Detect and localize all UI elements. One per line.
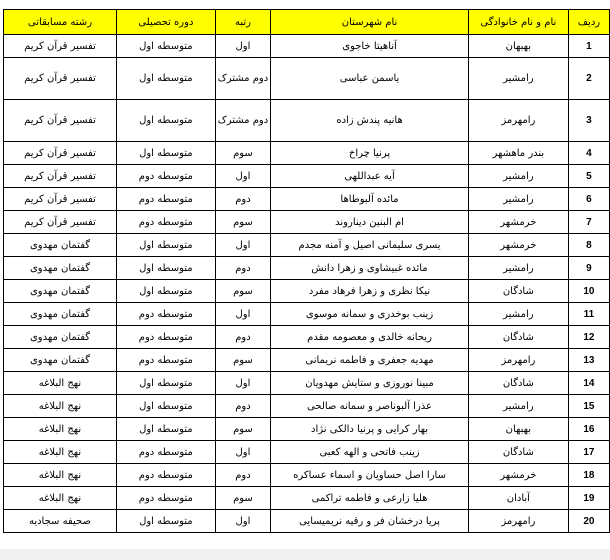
cell-city: مهدیه جعفری و فاطمه نریمانی — [271, 349, 469, 372]
cell-field: تفسیر قرآن کریم — [4, 58, 117, 100]
cell-field: نهج البلاغه — [4, 372, 117, 395]
cell-full-name: شادگان — [468, 326, 568, 349]
cell-row-number: 1 — [568, 35, 609, 58]
cell-rank: دوم — [215, 395, 270, 418]
cell-level: متوسطه اول — [116, 395, 215, 418]
cell-row-number: 15 — [568, 395, 609, 418]
table-row — [4, 257, 610, 280]
cell-level: متوسطه اول — [116, 100, 215, 142]
header-city: نام شهرستان — [271, 10, 469, 35]
table-row — [4, 188, 610, 211]
cell-city: پرنیا چراخ — [271, 142, 469, 165]
cell-level: متوسطه اول — [116, 372, 215, 395]
cell-row-number: 17 — [568, 441, 609, 464]
cell-city: زینب فاتحی و الهه کعبی — [271, 441, 469, 464]
cell-field: تفسیر قرآن کریم — [4, 142, 117, 165]
cell-field: گفتمان مهدوی — [4, 234, 117, 257]
cell-field: تفسیر قرآن کریم — [4, 35, 117, 58]
cell-field: گفتمان مهدوی — [4, 280, 117, 303]
cell-full-name: بندر ماهشهر — [468, 142, 568, 165]
table-row — [4, 349, 610, 372]
cell-row-number: 13 — [568, 349, 609, 372]
cell-rank: اول — [215, 372, 270, 395]
cell-city: آیه عبداللهی — [271, 165, 469, 188]
cell-level: متوسطه اول — [116, 257, 215, 280]
window-bottom-band — [0, 549, 610, 560]
cell-full-name: خرمشهر — [468, 234, 568, 257]
table-row — [4, 35, 610, 58]
cell-full-name: بهبهان — [468, 35, 568, 58]
cell-row-number: 16 — [568, 418, 609, 441]
cell-level: متوسطه اول — [116, 234, 215, 257]
cell-field: تفسیر قرآن کریم — [4, 211, 117, 234]
cell-rank: دوم — [215, 188, 270, 211]
cell-rank: دوم مشترک — [215, 100, 270, 142]
cell-full-name: بهبهان — [468, 418, 568, 441]
cell-row-number: 6 — [568, 188, 609, 211]
cell-city: بهار کرایی و پرنیا دالکی نژاد — [271, 418, 469, 441]
cell-full-name: رامشیر — [468, 395, 568, 418]
cell-rank: دوم — [215, 326, 270, 349]
cell-field: تفسیر قرآن کریم — [4, 100, 117, 142]
cell-level: متوسطه اول — [116, 35, 215, 58]
cell-row-number: 8 — [568, 234, 609, 257]
cell-full-name: رامشیر — [468, 165, 568, 188]
table-row — [4, 487, 610, 510]
cell-city: مائده آلبوطاها — [271, 188, 469, 211]
cell-city: زینب بوخدری و سمانه موسوی — [271, 303, 469, 326]
cell-city: سارا اصل حساویان و اسماء عساکره — [271, 464, 469, 487]
cell-level: متوسطه اول — [116, 58, 215, 100]
cell-field: نهج البلاغه — [4, 441, 117, 464]
cell-row-number: 18 — [568, 464, 609, 487]
cell-level: متوسطه دوم — [116, 326, 215, 349]
table-row — [4, 211, 610, 234]
cell-level: متوسطه دوم — [116, 349, 215, 372]
table-row — [4, 326, 610, 349]
cell-rank: اول — [215, 510, 270, 533]
cell-full-name: شادگان — [468, 441, 568, 464]
cell-field: تفسیر قرآن کریم — [4, 188, 117, 211]
header-row-number: ردیف — [568, 10, 609, 35]
table-row — [4, 100, 610, 142]
cell-full-name: رامشیر — [468, 257, 568, 280]
cell-rank: اول — [215, 441, 270, 464]
cell-level: متوسطه دوم — [116, 441, 215, 464]
cell-field: صحیفه سجادیه — [4, 510, 117, 533]
cell-full-name: رامهرمز — [468, 349, 568, 372]
cell-rank: سوم — [215, 142, 270, 165]
cell-row-number: 20 — [568, 510, 609, 533]
cell-rank: سوم — [215, 211, 270, 234]
table-row — [4, 234, 610, 257]
cell-full-name: خرمشهر — [468, 464, 568, 487]
cell-level: متوسطه دوم — [116, 211, 215, 234]
cell-rank: دوم مشترک — [215, 58, 270, 100]
table-body — [4, 35, 610, 533]
cell-city: ریحانه خالدی و معصومه مقدم — [271, 326, 469, 349]
cell-level: متوسطه دوم — [116, 303, 215, 326]
cell-field: نهج البلاغه — [4, 395, 117, 418]
cell-rank: اول — [215, 35, 270, 58]
cell-rank: سوم — [215, 487, 270, 510]
cell-rank: دوم — [215, 257, 270, 280]
cell-rank: سوم — [215, 418, 270, 441]
cell-full-name: رامهرمز — [468, 100, 568, 142]
cell-full-name: رامهرمز — [468, 510, 568, 533]
cell-city: مائده غبیشاوی و زهرا دانش — [271, 257, 469, 280]
cell-level: متوسطه اول — [116, 510, 215, 533]
cell-field: نهج البلاغه — [4, 487, 117, 510]
cell-level: متوسطه دوم — [116, 165, 215, 188]
cell-city: یاسمن عباسی — [271, 58, 469, 100]
header-field: رشته مسابقاتی — [4, 10, 117, 35]
cell-row-number: 19 — [568, 487, 609, 510]
cell-row-number: 11 — [568, 303, 609, 326]
cell-field: گفتمان مهدوی — [4, 326, 117, 349]
cell-level: متوسطه اول — [116, 142, 215, 165]
cell-full-name: شادگان — [468, 372, 568, 395]
cell-city: آناهیتا خاجوی — [271, 35, 469, 58]
cell-level: متوسطه دوم — [116, 188, 215, 211]
cell-full-name: رامشیر — [468, 303, 568, 326]
cell-field: گفتمان مهدوی — [4, 257, 117, 280]
cell-row-number: 7 — [568, 211, 609, 234]
cell-field: تفسیر قرآن کریم — [4, 165, 117, 188]
table-row — [4, 510, 610, 533]
cell-row-number: 12 — [568, 326, 609, 349]
cell-level: متوسطه دوم — [116, 487, 215, 510]
cell-rank: اول — [215, 234, 270, 257]
cell-row-number: 2 — [568, 58, 609, 100]
cell-row-number: 14 — [568, 372, 609, 395]
cell-city: ام البنین دیناروند — [271, 211, 469, 234]
cell-field: گفتمان مهدوی — [4, 303, 117, 326]
header-row — [4, 10, 610, 35]
cell-level: متوسطه دوم — [116, 464, 215, 487]
cell-field: نهج البلاغه — [4, 464, 117, 487]
results-table — [3, 9, 610, 533]
table-row — [4, 395, 610, 418]
cell-city: هلیا زارعی و فاطمه تراکمی — [271, 487, 469, 510]
cell-city: یسری سلیمانی اصیل و آمنه مجدم — [271, 234, 469, 257]
cell-city: عذرا آلبوناصر و سمانه صالحی — [271, 395, 469, 418]
cell-row-number: 4 — [568, 142, 609, 165]
cell-full-name: شادگان — [468, 280, 568, 303]
table-row — [4, 303, 610, 326]
cell-full-name: رامشیر — [468, 58, 568, 100]
table-row — [4, 441, 610, 464]
header-full-name: نام و نام خانوادگی — [468, 10, 568, 35]
cell-row-number: 5 — [568, 165, 609, 188]
table-row — [4, 464, 610, 487]
cell-field: نهج البلاغه — [4, 418, 117, 441]
cell-city: نیکا نظری و زهرا فرهاد مفرد — [271, 280, 469, 303]
cell-level: متوسطه اول — [116, 418, 215, 441]
table-row — [4, 372, 610, 395]
header-level: دوره تحصیلی — [116, 10, 215, 35]
cell-full-name: رامشیر — [468, 188, 568, 211]
table-row — [4, 58, 610, 100]
cell-city: پریا درخشان فر و رقیه نریمیسایی — [271, 510, 469, 533]
cell-row-number: 9 — [568, 257, 609, 280]
cell-rank: دوم — [215, 464, 270, 487]
table-row — [4, 165, 610, 188]
cell-city: مبینا نوروزی و ستایش مهدویان — [271, 372, 469, 395]
cell-row-number: 10 — [568, 280, 609, 303]
cell-field: گفتمان مهدوی — [4, 349, 117, 372]
cell-rank: اول — [215, 165, 270, 188]
cell-city: هانیه پندش زاده — [271, 100, 469, 142]
cell-level: متوسطه اول — [116, 280, 215, 303]
table-row — [4, 418, 610, 441]
cell-row-number: 3 — [568, 100, 609, 142]
table-row — [4, 142, 610, 165]
table-row — [4, 280, 610, 303]
cell-full-name: خرمشهر — [468, 211, 568, 234]
cell-full-name: آبادان — [468, 487, 568, 510]
header-rank: رتبه — [215, 10, 270, 35]
cell-rank: سوم — [215, 349, 270, 372]
cell-rank: سوم — [215, 280, 270, 303]
cell-rank: اول — [215, 303, 270, 326]
